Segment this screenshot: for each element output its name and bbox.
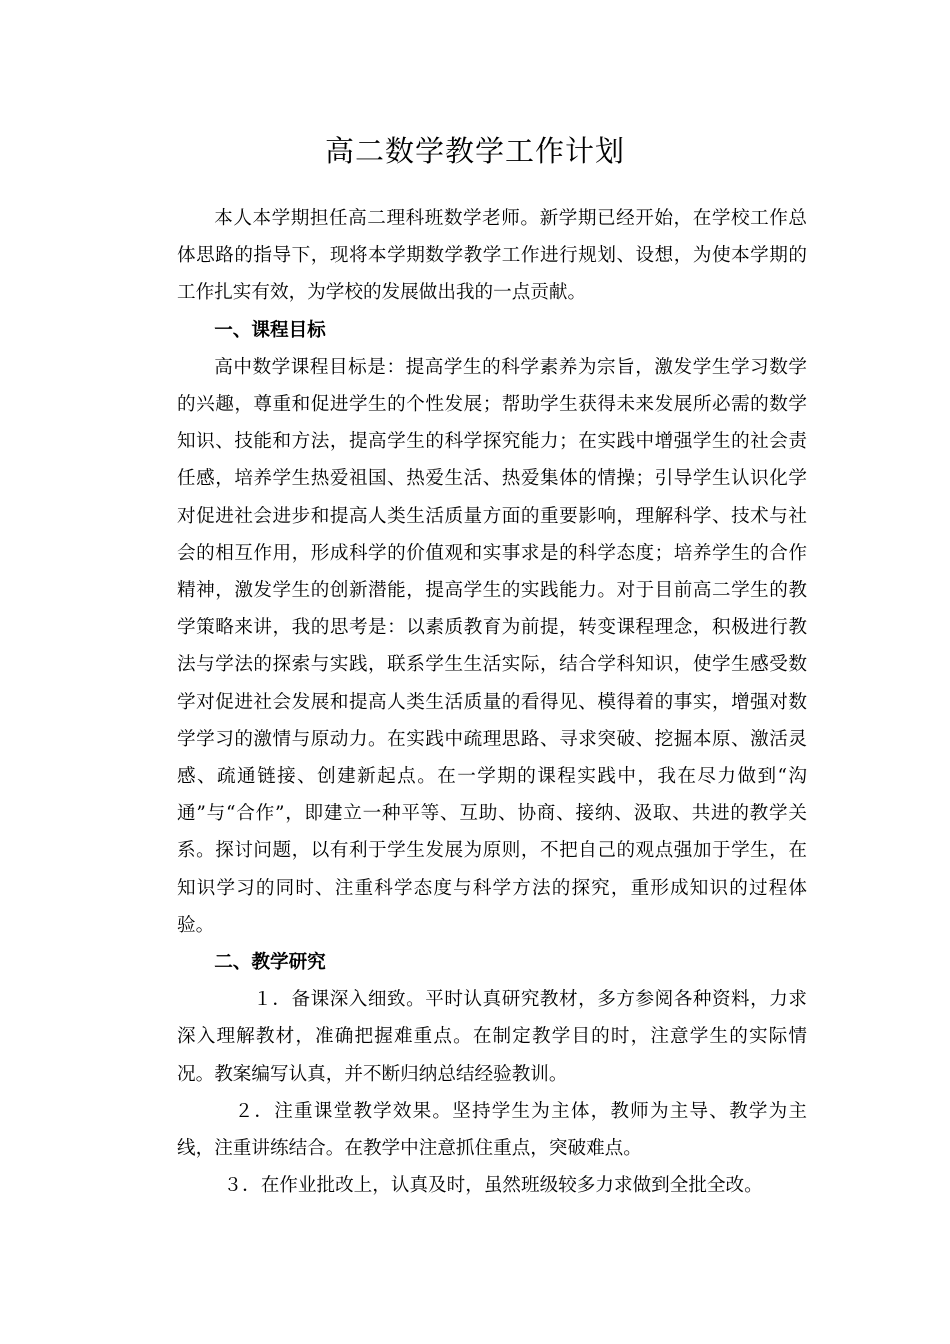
- research-item-3: ３．在作业批改上，认真及时，虽然班级较多力求做到全批全改。: [223, 1175, 763, 1197]
- intro-paragraph: 本人本学期担任高二理科班数学老师。新学期已经开始，在学校工作总体思路的指导下，现将本学期数学教学工作进行规划、设想，为使本学期的工作扎实有效，为学校的发展做出我的一点贡献。: [177, 208, 807, 304]
- document-title: 高二数学教学工作计划: [324, 134, 625, 168]
- section-heading-course-goals: 一、课程目标: [214, 319, 326, 341]
- research-item-2: ２．注重课堂教学效果。坚持学生为主体，教师为主导、教学为主线，注重讲练结合。在教学中注意抓住重点，突破难点。: [177, 1100, 807, 1160]
- research-item-1: １．备课深入细致。平时认真研究教材，多方参阅各种资料，力求深入理解教材，准确把握难重点。在制定教学目的时，注意学生的实际情况。教案编写认真，并不断归纳总结经验教训。: [177, 989, 807, 1085]
- course-goals-paragraph: 高中数学课程目标是：提高学生的科学素养为宗旨，激发学生学习数学的兴趣，尊重和促进学生的个性发展；帮助学生获得未来发展所必需的数学知识、技能和方法，提高学生的科学探究能力；在实践中增强学生的社会责任感，培养学生热爱祖国、热爱生活、热爱集体的情操；引导学生认识化学对促进社会进步和提高人类生活质量方面的重要影响，理解科学、技术与社会的相互作用，形成科学的价值观和实事求是的科学态度；培养学生的合作精神，激发学生的创新潜能，提高学生的实践能力。对于目前高二学生的教学策略来讲，我的思考是：以素质教育为前提，转变课程理念，积极进行教法与学法的探索与实践，联系学生生活实际，结合学科知识，使学生感受数学对促进社会发展和提高人类生活质量的看得见、模得着的事实，增强对数学学习的激情与原动力。在实践中疏理思路、寻求突破、挖掘本原、激活灵感、疏通链接、创建新起点。在一学期的课程实践中，我在尽力做到“沟通”与“合作”，即建立一种平等、互助、协商、接纳、汲取、共进的教学关系。探讨问题，以有利于学生发展为原则，不把自己的观点强加于学生，在知识学习的同时、注重科学态度与科学方法的探究，重形成知识的过程体验。: [177, 356, 807, 936]
- section-heading-teaching-research: 二、教学研究: [214, 952, 326, 974]
- document-body: [177, 200, 807, 1204]
